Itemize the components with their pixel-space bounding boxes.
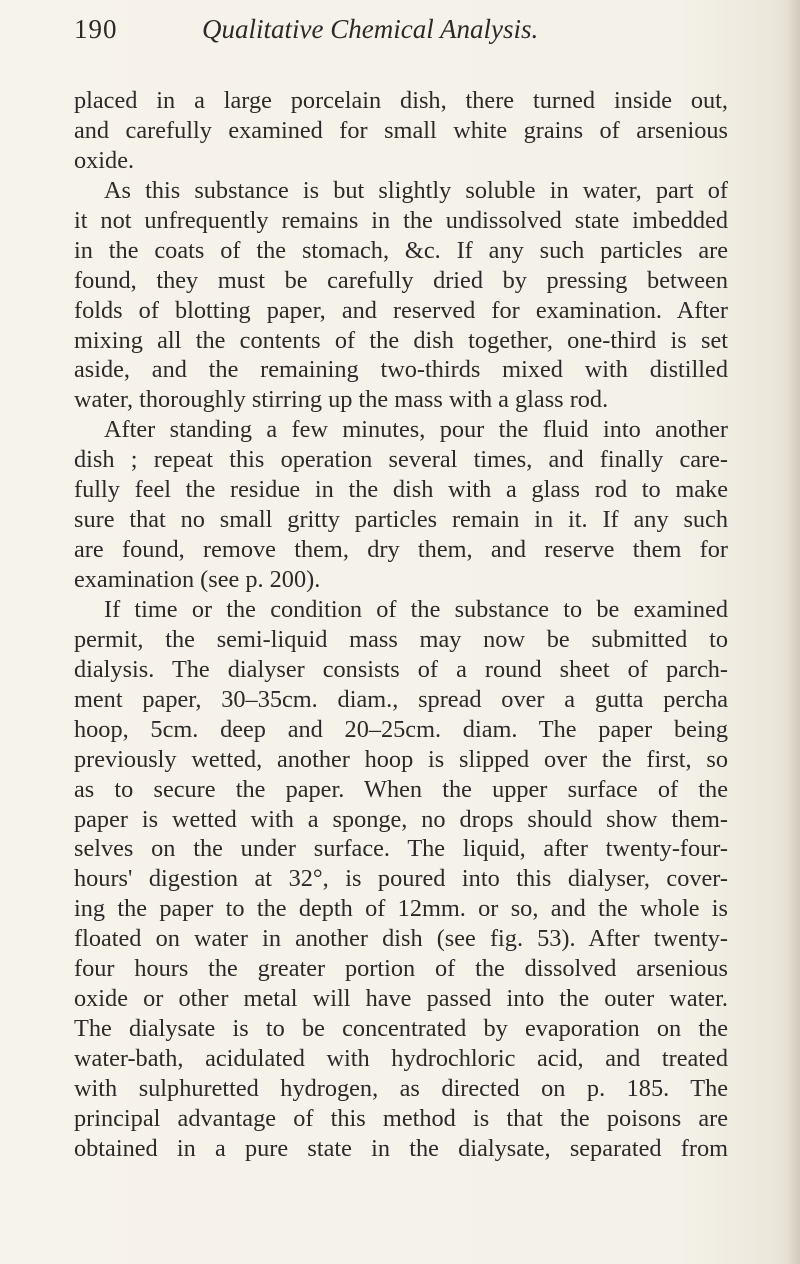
text-line: principal advantage of this method is that the poisons are	[74, 1104, 728, 1132]
text-line: hours' digestion at 32°, is poured into this dialyser, cover-	[74, 865, 728, 893]
text-line: and carefully examined for small white grains of arsenious	[74, 116, 728, 144]
text-line: it not unfrequently remains in the undissolved state imbedded	[74, 206, 728, 234]
text-line: permit, the semi-liquid mass may now be submitted to	[74, 625, 728, 653]
text-line: examination (see p. 200).	[74, 566, 321, 593]
text-line: aside, and the remaining two-thirds mixed with distilled	[74, 356, 728, 384]
text-line: are found, remove them, dry them, and reserve them for	[74, 536, 728, 564]
text-line: water-bath, acidulated with hydrochloric acid, and treated	[74, 1045, 728, 1072]
page-number: 190	[74, 14, 118, 44]
text-line: As this substance is but slightly soluble in water, part of	[104, 176, 728, 204]
text-line: dish ; repeat this operation several times, and finally care-	[74, 446, 728, 474]
text-line: floated on water in another dish (see fig. 53). After twenty-	[74, 925, 728, 953]
text-line: in the coats of the stomach, &c. If any such particles are	[74, 236, 728, 264]
text-line: sure that no small gritty particles remain in it. If any such	[74, 506, 728, 534]
text-line: After standing a few minutes, pour the fluid into another	[104, 416, 728, 444]
running-title: Qualitative Chemical Analysis.	[202, 14, 539, 44]
text-line: oxide or other metal will have passed into the outer water.	[74, 985, 728, 1013]
body-text	[74, 86, 728, 1164]
text-line: found, they must be carefully dried by pressing between	[74, 266, 728, 294]
text-line: four hours the greater portion of the dissolved arsenious	[74, 955, 728, 983]
page-header	[74, 14, 734, 54]
text-line: ment paper, 30–35cm. diam., spread over a gutta percha	[74, 685, 728, 713]
text-line: dialysis. The dialyser consists of a round sheet of parch-	[74, 655, 728, 683]
text-line: If time or the condition of the substance to be examined	[104, 595, 728, 623]
text-line: as to secure the paper. When the upper surface of the	[74, 775, 728, 803]
text-line: fully feel the residue in the dish with a glass rod to make	[74, 476, 728, 504]
text-line: selves on the under surface. The liquid, after twenty-four-	[74, 835, 728, 863]
text-line: folds of blotting paper, and reserved for examination. After	[74, 296, 728, 324]
text-line: oxide.	[74, 146, 135, 174]
text-line: hoop, 5cm. deep and 20–25cm. diam. The paper being	[74, 715, 728, 743]
text-line: mixing all the contents of the dish together, one-third is set	[74, 326, 728, 354]
text-line: water, thoroughly stirring up the mass with a glass rod.	[74, 386, 609, 414]
page-edge-shadow	[786, 0, 800, 1264]
text-line: with sulphuretted hydrogen, as directed on p. 185. The	[74, 1074, 728, 1102]
text-line: The dialysate is to be concentrated by evaporation on the	[74, 1015, 728, 1043]
text-line: placed in a large porcelain dish, there turned inside out,	[74, 87, 728, 114]
text-line: paper is wetted with a sponge, no drops should show them-	[74, 805, 728, 833]
text-line: previously wetted, another hoop is slipped over the first, so	[74, 745, 728, 773]
text-line: ing the paper to the depth of 12mm. or so, and the whole is	[74, 895, 728, 923]
text-line: obtained in a pure state in the dialysate, separated from	[74, 1134, 728, 1162]
